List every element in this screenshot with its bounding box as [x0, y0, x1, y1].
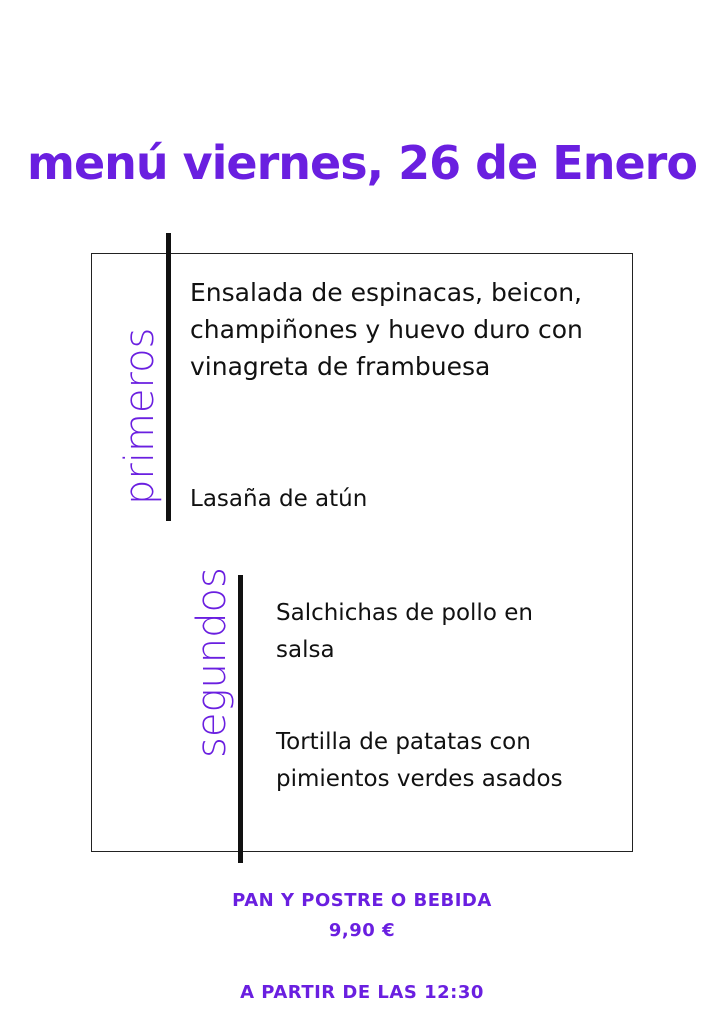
- footer-price: 9,90 €: [328, 920, 396, 941]
- dish-segundos-1: Salchichas de pollo en salsa: [276, 600, 533, 663]
- primeros-divider: [166, 233, 171, 521]
- footer-time: A PARTIR DE LAS 12:30: [240, 982, 484, 1003]
- dish-primeros-2: Lasaña de atún: [190, 486, 368, 512]
- dish-segundos-2: Tortilla de patatas con pimientos verdes asados: [276, 729, 563, 792]
- section-label-segundos: segundos: [189, 567, 235, 758]
- menu-title: menú viernes, 26 de Enero: [27, 136, 697, 190]
- dish-primeros-1: Ensalada de espinacas, beicon, champiñones y huevo duro con vinagreta de frambuesa: [190, 278, 583, 381]
- segundos-divider: [238, 575, 243, 863]
- footer-includes: PAN Y POSTRE O BEBIDA: [232, 890, 492, 911]
- section-label-primeros: primeros: [117, 327, 163, 505]
